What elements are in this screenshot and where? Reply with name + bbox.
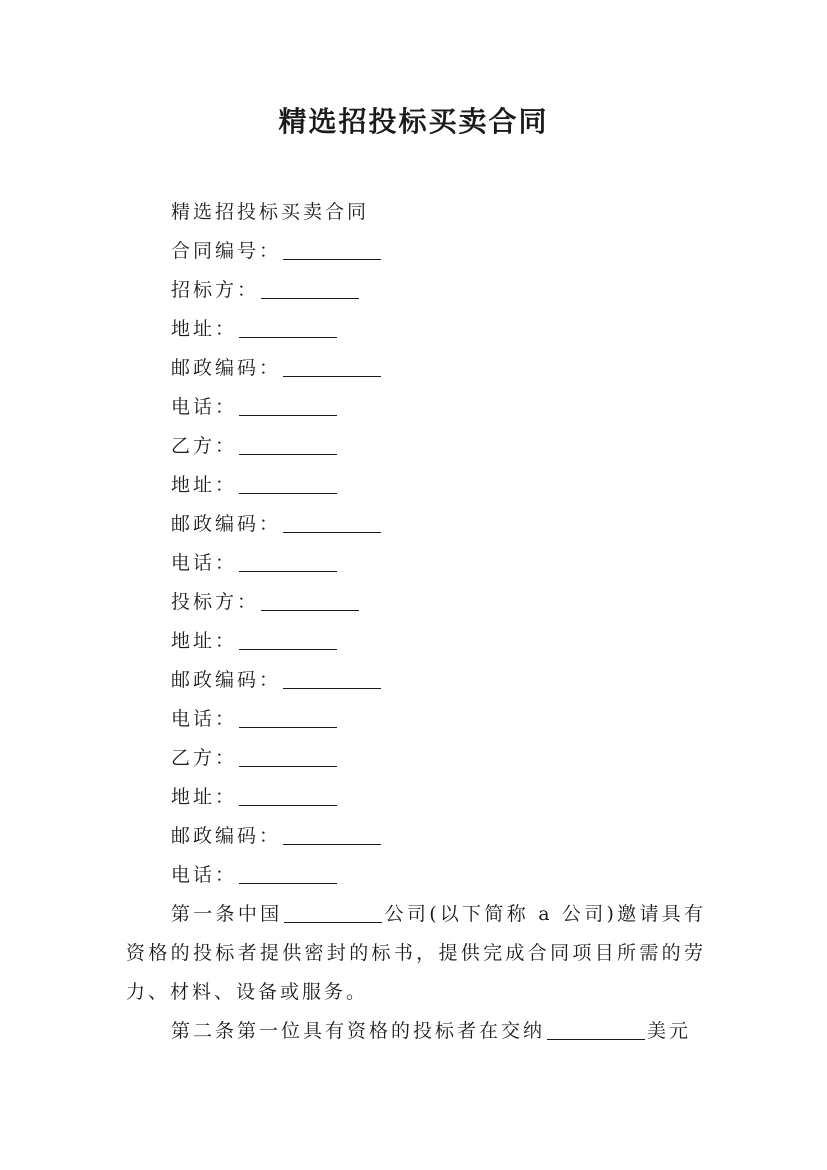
field-postal-code — [126, 349, 706, 388]
article-2-prefix: 第二条第一位具有资格的投标者在交纳 — [171, 1020, 546, 1042]
field-label: 电话： — [171, 552, 238, 574]
fill-blank — [284, 902, 382, 923]
fill-blank — [239, 434, 337, 455]
field-contract-number — [126, 232, 706, 271]
field-label: 邮政编码： — [171, 825, 282, 847]
field-label: 地址： — [171, 630, 238, 652]
fill-blank — [239, 746, 337, 767]
fill-blank — [283, 668, 381, 689]
fill-blank — [239, 863, 337, 884]
field-address — [126, 622, 706, 661]
field-postal-code — [126, 661, 706, 700]
fill-blank — [239, 785, 337, 806]
field-label: 电话： — [171, 864, 238, 886]
field-label: 乙方： — [171, 747, 238, 769]
fill-blank — [239, 551, 337, 572]
fill-blank — [239, 395, 337, 416]
field-label: 电话： — [171, 708, 238, 730]
field-label: 地址： — [171, 318, 238, 340]
field-label: 邮政编码： — [171, 357, 282, 379]
fill-blank — [239, 473, 337, 494]
field-address — [126, 778, 706, 817]
field-tendering-party — [126, 271, 706, 310]
document-body — [126, 193, 706, 1051]
article-2-suffix: 美元 — [647, 1020, 692, 1042]
article-1 — [126, 895, 706, 1012]
field-label: 投标方： — [171, 591, 260, 613]
field-label: 地址： — [171, 786, 238, 808]
field-postal-code — [126, 505, 706, 544]
field-label: 电话： — [171, 396, 238, 418]
field-address — [126, 466, 706, 505]
fill-blank — [261, 590, 359, 611]
field-label: 合同编号： — [171, 240, 282, 262]
field-label: 地址： — [171, 474, 238, 496]
fill-blank — [283, 512, 381, 533]
field-phone — [126, 700, 706, 739]
fill-blank — [283, 824, 381, 845]
fill-blank — [239, 317, 337, 338]
field-phone — [126, 388, 706, 427]
fill-blank — [547, 1019, 645, 1040]
fill-blank — [261, 278, 359, 299]
document-subtitle: 精选招投标买卖合同 — [171, 201, 370, 223]
document-title: 精选招投标买卖合同 — [278, 105, 549, 138]
field-address — [126, 310, 706, 349]
article-2 — [126, 1012, 706, 1051]
fill-blank — [239, 707, 337, 728]
field-label: 乙方： — [171, 435, 238, 457]
field-label: 邮政编码： — [171, 513, 282, 535]
field-phone — [126, 544, 706, 583]
article-1-prefix: 第一条中国 — [171, 903, 283, 925]
fill-blank — [283, 239, 381, 260]
field-party-b — [126, 739, 706, 778]
field-label: 招标方： — [171, 279, 260, 301]
field-postal-code — [126, 817, 706, 856]
field-label: 邮政编码： — [171, 669, 282, 691]
fill-blank — [283, 356, 381, 377]
article-1-suffix: 公司(以下简称 a 公司)邀请具有资格的投标者提供密封的标书，提供完成合同项目所需的劳力、材料、设备或服务。 — [126, 903, 706, 1003]
field-bidding-party — [126, 583, 706, 622]
field-party-b — [126, 427, 706, 466]
field-phone — [126, 856, 706, 895]
fill-blank — [239, 629, 337, 650]
